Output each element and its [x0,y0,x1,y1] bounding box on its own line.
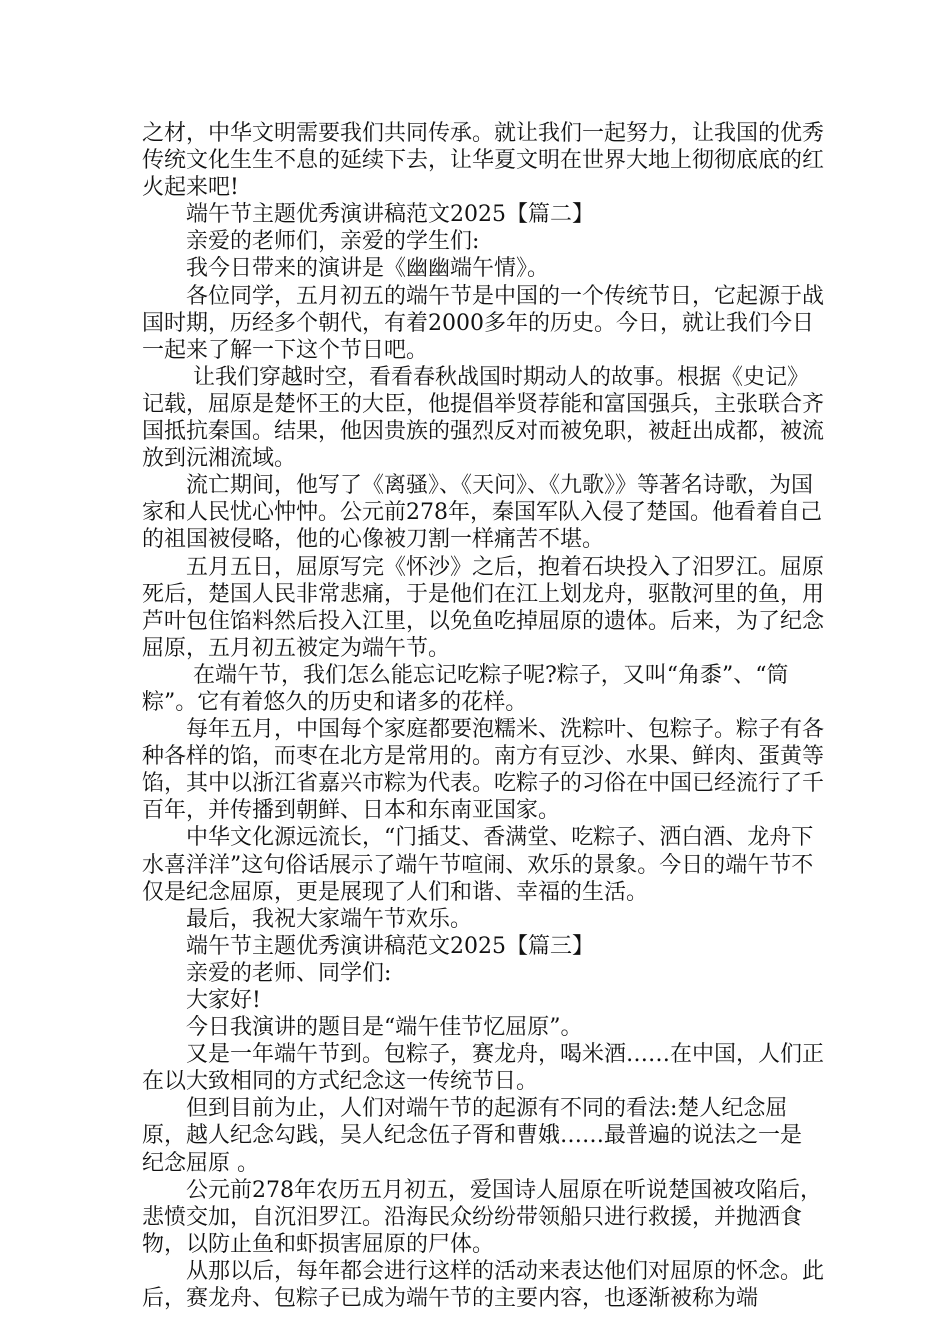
paragraph-9: 每年五月，中国每个家庭都要泡糯米、洗粽叶、包粽子。粽子有各种各样的馅，而枣在北方是常用的。南方有豆沙、水果、鲜肉、蛋黄等馅，其中以浙江省嘉兴市粽为代表。吃粽子的习俗在中国已经流行了千百年，并传播到朝鲜、日本和东南亚国家。 [142,717,825,824]
paragraph-4: 各位同学，五月初五的端午节是中国的一个传统节日，它起源于战国时期，历经多个朝代，有着2000多年的历史。今日，就让我们今日一起来了解一下这个节日吧。 [142,283,825,363]
paragraph-15: 今日我演讲的题目是“端午佳节忆屈原”。 [186,1015,583,1041]
paragraph-7: 五月五日，屈原写完《怀沙》之后，抱着石块投入了汨罗江。屈原死后，楚国人民非常悲痛，于是他们在江上划龙舟，驱散河里的鱼，用芦叶包住馅料然后投入江里，以免鱼吃掉屈原的遗体。后来，为了纪念屈原，五月初五被定为端午节。 [142,554,825,661]
paragraph-17: 但到目前为止，人们对端午节的起源有不同的看法:楚人纪念屈原，越人纪念勾践，吴人纪念伍子胥和曹娥……最普遍的说法之一是 纪念屈原 。 [142,1096,810,1176]
paragraph-1: 之材，中华文明需要我们共同传承。就让我们一起努力，让我国的优秀传统文化生生不息的延续下去，让华夏文明在世界大地上彻彻底底的红火起来吧! [142,121,825,201]
salutation: 亲爱的老师们，亲爱的学生们: [186,229,480,255]
document-page [142,120,830,1312]
salutation-2: 亲爱的老师、同学们: [186,960,392,986]
paragraph-18: 公元前278年农历五月初五，爱国诗人屈原在听说楚国被攻陷后，悲愤交加，自沉汨罗江。沿海民众纷纷带领船只进行救援，并抛洒食物，以防止鱼和虾损害屈原的尸体。 [142,1177,822,1257]
paragraph-10: 中华文化源远流长，“门插艾、香满堂、吃粽子、洒白酒、龙舟下水喜洋洋”这句俗话展示了端午节喧闹、欢乐的景象。今日的端午节不仅是纪念屈原，更是展现了人们和谐、幸福的生活。 [142,825,814,905]
paragraph-8: 在端午节，我们怎么能忘记吃粽子呢?粽子，又叫“角黍”、“筒粽”。它有着悠久的历史和诸多的花样。 [142,662,789,715]
paragraph-16: 又是一年端午节到。包粽子，赛龙舟，喝米酒……在中国，人们正在以大致相同的方式纪念这一传统节日。 [142,1042,825,1095]
paragraph-11: 最后，我祝大家端午节欢乐。 [186,906,473,932]
section-heading-part-2: 端午节主题优秀演讲稿范文2025【篇二】 [186,202,594,228]
paragraph-3: 我今日带来的演讲是《幽幽端午情》。 [186,256,550,282]
paragraph-6: 流亡期间，他写了《离骚》、《天问》、《九歌》》等著名诗歌，为国家和人民忧心忡忡。公元前278年，秦国军队入侵了楚国。他看着自己的祖国被侵略，他的心像被刀割一样痛苦不堪。 [142,473,822,553]
paragraph-5: 让我们穿越时空，看看春秋战国时期动人的故事。根据《史记》记载，屈原是楚怀王的大臣，他提倡举贤荐能和富国强兵，主张联合齐国抵抗秦国。结果，他因贵族的强烈反对而被免职，被赶出成都，被流放到沅湘流域。 [142,364,825,472]
section-heading-part-3: 端午节主题优秀演讲稿范文2025【篇三】 [186,933,594,959]
paragraph-19: 从那以后，每年都会进行这样的活动来表达他们对屈原的怀念。此后，赛龙舟、包粽子已成为端午节的主要内容，也逐渐被称为端 [142,1258,825,1312]
greeting: 大家好! [186,988,261,1013]
